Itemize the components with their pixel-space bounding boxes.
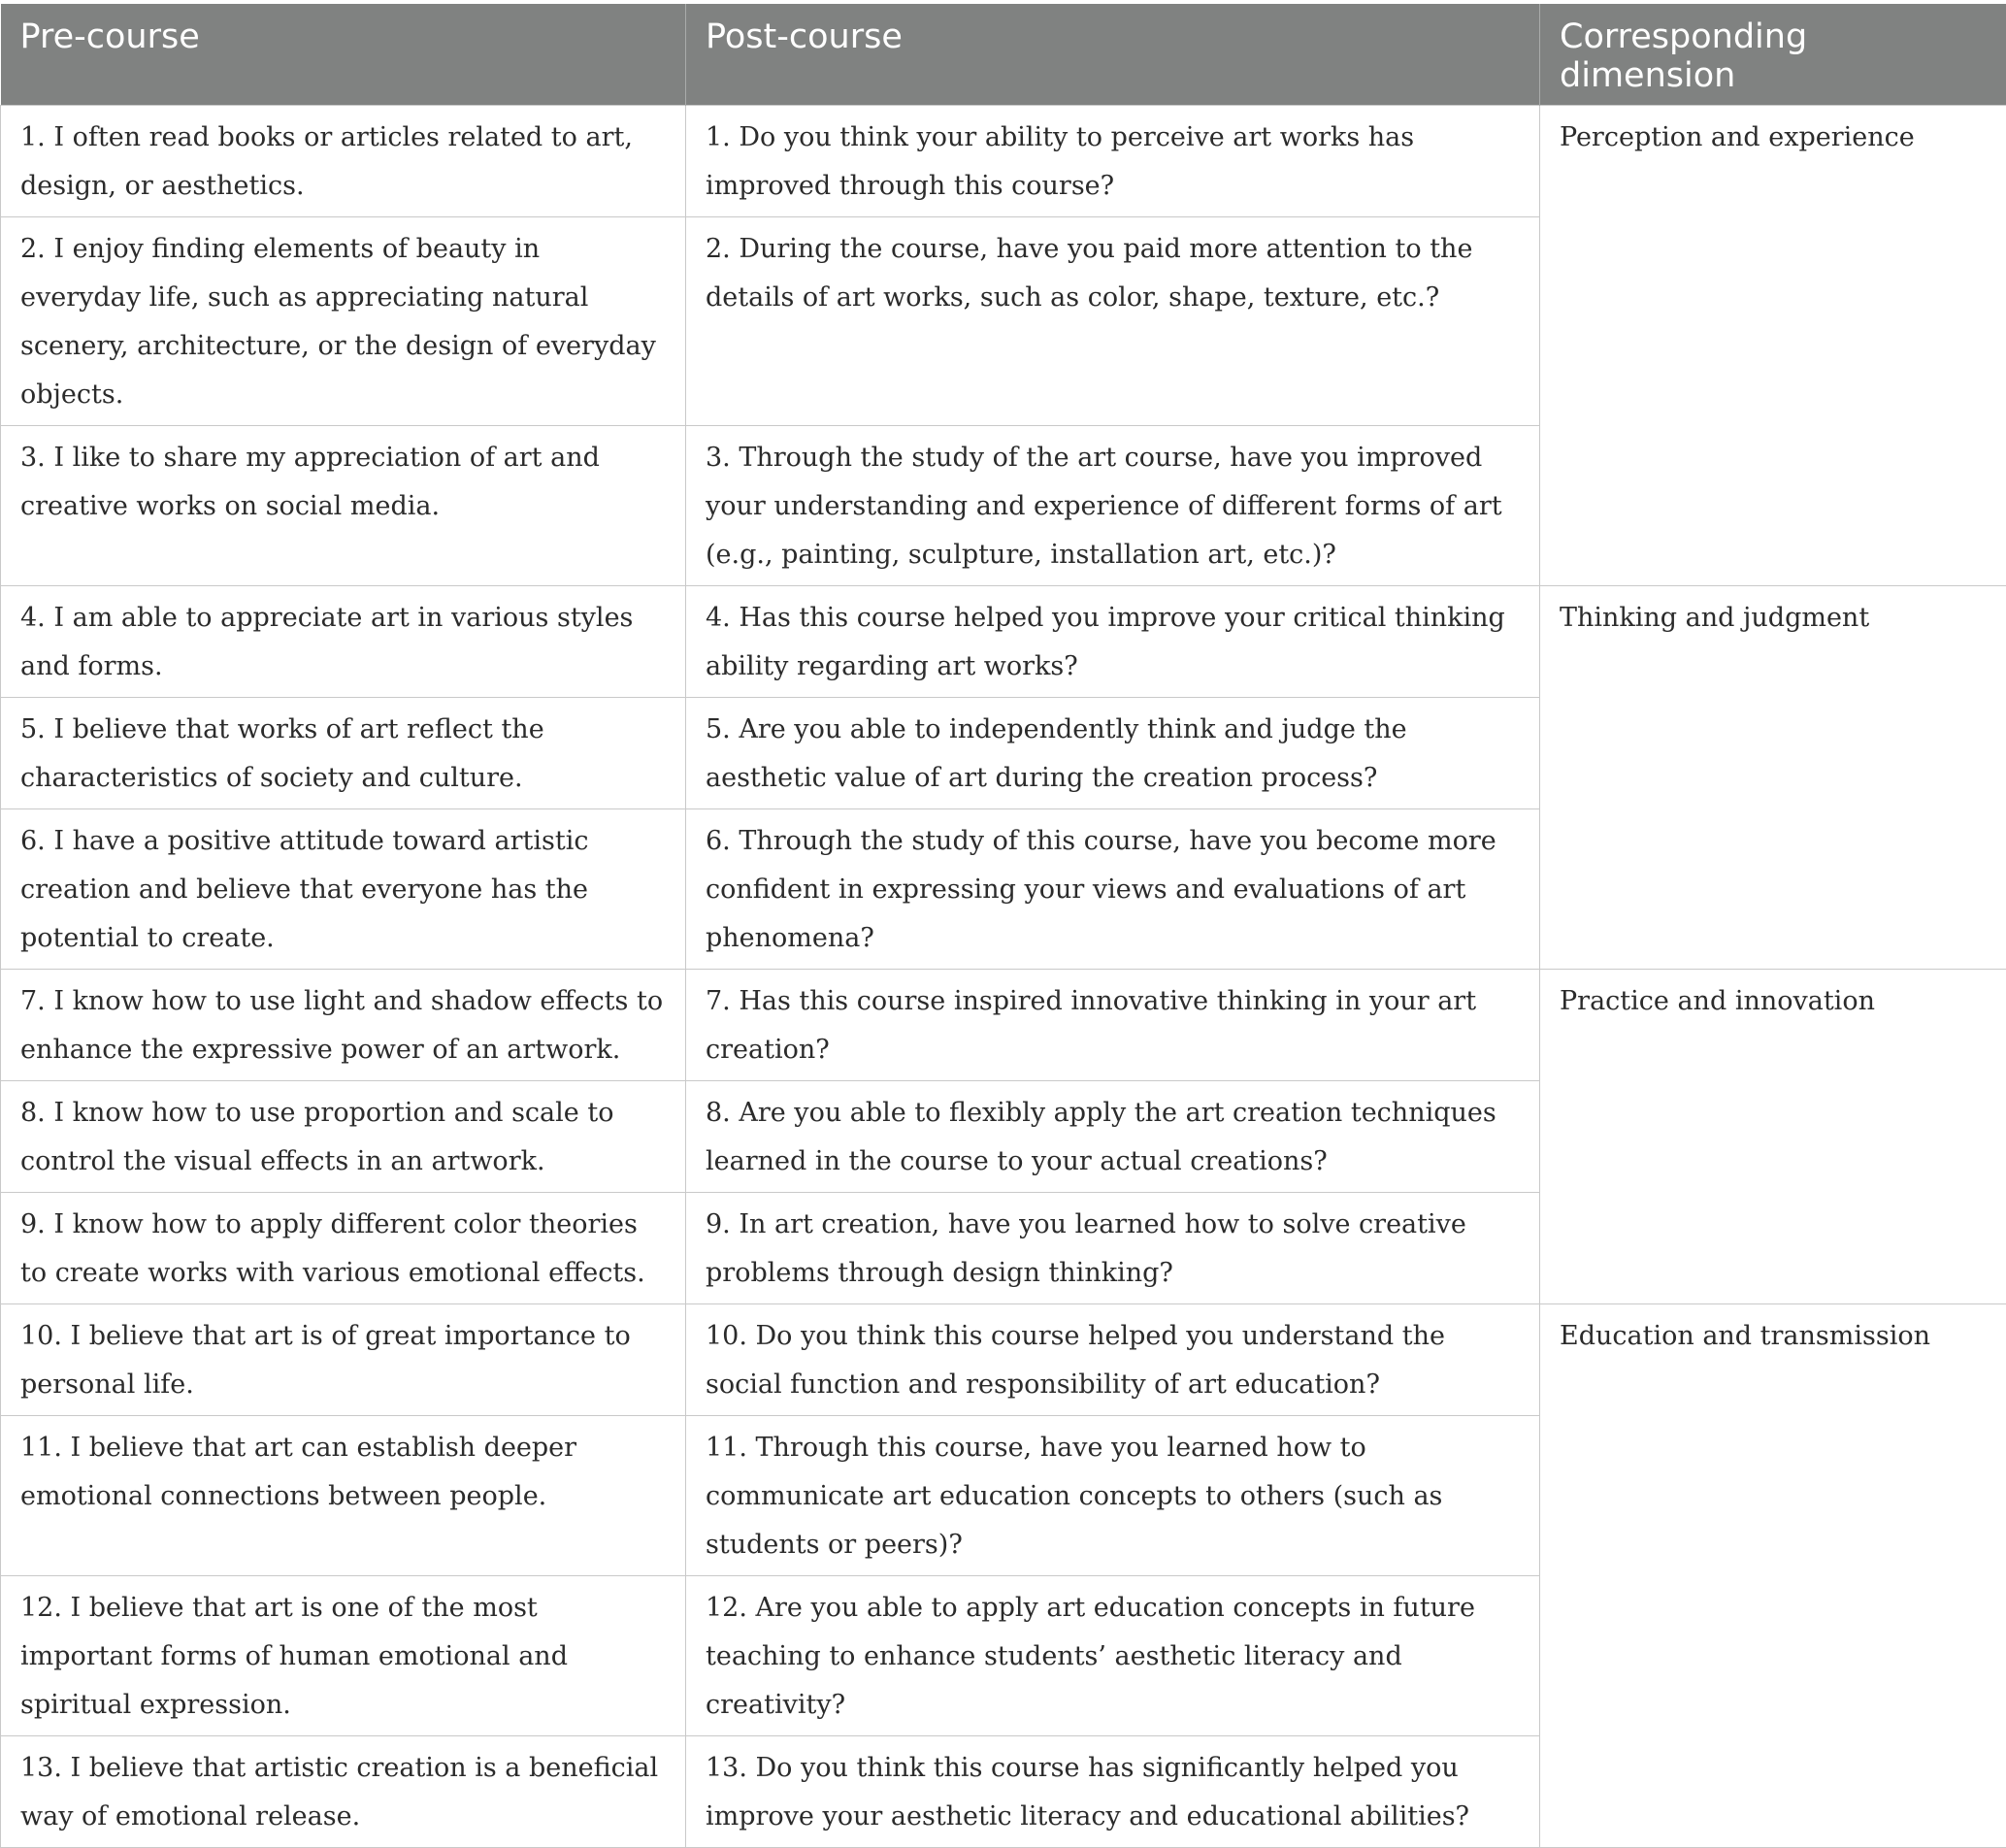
pre-course-item: 4. I am able to appreciate art in various styles and forms. (1, 586, 686, 698)
post-course-item: 4. Has this course helped you improve your critical thinking ability regarding art works? (686, 586, 1540, 698)
table-row (1, 586, 2006, 698)
questionnaire-table (0, 4, 2006, 1848)
table-header-row (1, 4, 2006, 106)
dimension-cell: Thinking and judgment (1540, 586, 2006, 970)
dimension-cell: Perception and experience (1540, 106, 2006, 586)
pre-course-item: 9. I know how to apply different color theories to create works with various emotional effects. (1, 1193, 686, 1304)
pre-course-item: 6. I have a positive attitude toward artistic creation and believe that everyone has the potential to create. (1, 809, 686, 970)
pre-course-item: 7. I know how to use light and shadow effects to enhance the expressive power of an artwork. (1, 970, 686, 1081)
pre-course-item: 11. I believe that art can establish deeper emotional connections between people. (1, 1416, 686, 1576)
post-course-item: 13. Do you think this course has significantly helped you improve your aesthetic literacy and educational abilities? (686, 1736, 1540, 1848)
pre-course-item: 10. I believe that art is of great importance to personal life. (1, 1304, 686, 1416)
post-course-item: 9. In art creation, have you learned how to solve creative problems through design thinking? (686, 1193, 1540, 1304)
post-course-item: 1. Do you think your ability to perceive art works has improved through this course? (686, 106, 1540, 217)
table-row (1, 970, 2006, 1081)
post-course-item: 12. Are you able to apply art education concepts in future teaching to enhance students’ aesthetic literacy and creativity? (686, 1576, 1540, 1736)
post-course-item: 3. Through the study of the art course, have you improved your understanding and experience of different forms of art (e.g., painting, sculpture, installation art, etc.)? (686, 426, 1540, 586)
pre-course-item: 3. I like to share my appreciation of art and creative works on social media. (1, 426, 686, 586)
post-course-item: 11. Through this course, have you learned how to communicate art education concepts to others (such as students or peers)? (686, 1416, 1540, 1576)
pre-course-item: 1. I often read books or articles related to art, design, or aesthetics. (1, 106, 686, 217)
table-row (1, 106, 2006, 217)
post-course-item: 10. Do you think this course helped you understand the social function and responsibility of art education? (686, 1304, 1540, 1416)
pre-course-item: 13. I believe that artistic creation is a beneficial way of emotional release. (1, 1736, 686, 1848)
pre-course-item: 12. I believe that art is one of the most important forms of human emotional and spiritual expression. (1, 1576, 686, 1736)
header-pre-course: Pre-course (1, 4, 686, 106)
dimension-cell: Practice and innovation (1540, 970, 2006, 1304)
pre-course-item: 5. I believe that works of art reflect the characteristics of society and culture. (1, 698, 686, 809)
pre-course-item: 8. I know how to use proportion and scale to control the visual effects in an artwork. (1, 1081, 686, 1193)
dimension-cell: Education and transmission (1540, 1304, 2006, 1848)
post-course-item: 5. Are you able to independently think and judge the aesthetic value of art during the creation process? (686, 698, 1540, 809)
pre-course-item: 2. I enjoy finding elements of beauty in everyday life, such as appreciating natural scenery, architecture, or the design of everyday objects. (1, 217, 686, 426)
post-course-item: 6. Through the study of this course, have you become more confident in expressing your views and evaluations of art phenomena? (686, 809, 1540, 970)
post-course-item: 7. Has this course inspired innovative thinking in your art creation? (686, 970, 1540, 1081)
post-course-item: 8. Are you able to flexibly apply the art creation techniques learned in the course to your actual creations? (686, 1081, 1540, 1193)
header-post-course: Post-course (686, 4, 1540, 106)
post-course-item: 2. During the course, have you paid more attention to the details of art works, such as color, shape, texture, etc.? (686, 217, 1540, 426)
questionnaire-table-container (0, 4, 2006, 1848)
header-corresponding-dimension: Corresponding dimension (1540, 4, 2006, 106)
table-row (1, 1304, 2006, 1416)
